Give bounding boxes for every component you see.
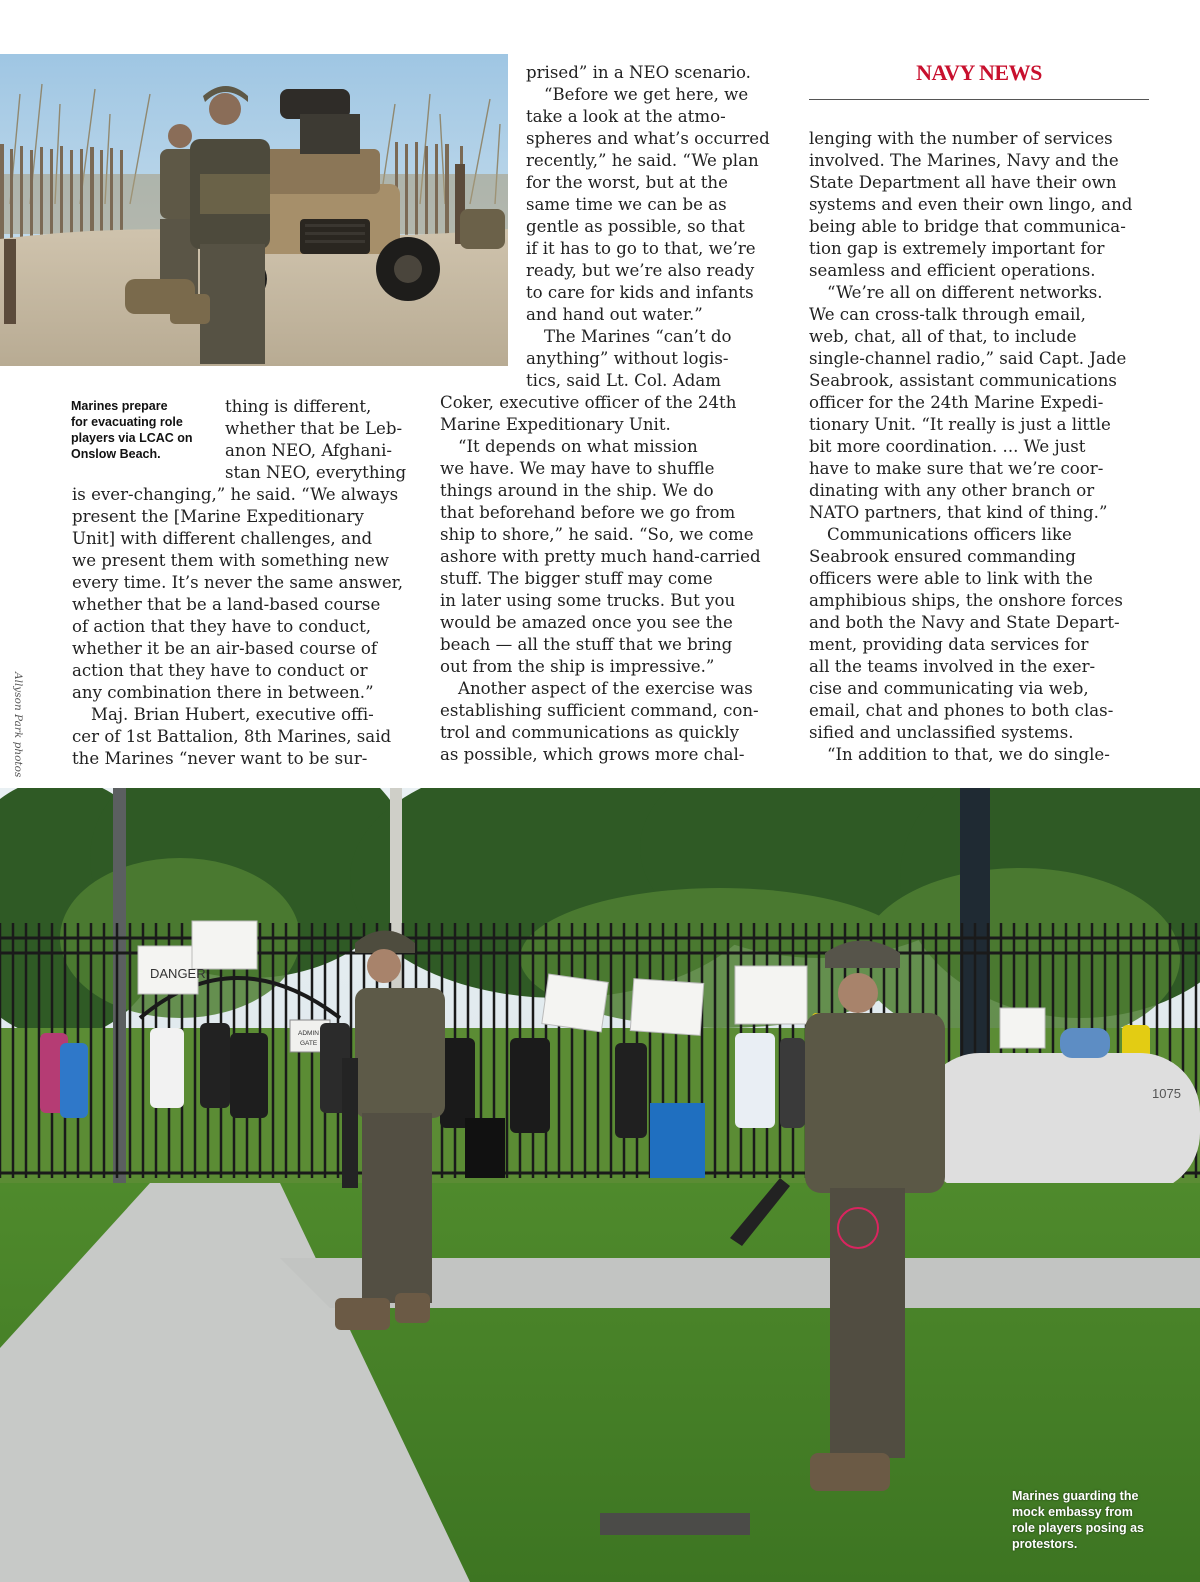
col2-text-line: that beforehand before we go from — [440, 503, 736, 522]
col2-text-line: gentle as possible, so that — [526, 217, 745, 236]
col3-text-line: officers were able to link with the — [809, 569, 1093, 588]
col1-text-line: whether that be a land-based course — [72, 595, 381, 614]
col3-text-line: Communications officers like — [827, 525, 1072, 544]
col2-text-line: Another aspect of the exercise was — [458, 679, 753, 698]
caption-line: Marines prepare — [71, 399, 168, 413]
col2-text-line: “Before we get here, we — [544, 85, 749, 104]
col3-text-line: email, chat and phones to both clas- — [809, 701, 1114, 720]
col1-text-line: we present them with something new — [72, 551, 389, 570]
col3-text-line: amphibious ships, the onshore forces — [809, 591, 1123, 610]
col3-text-line: involved. The Marines, Navy and the — [809, 151, 1119, 170]
col3-text-line: ment, providing data services for — [809, 635, 1089, 654]
col1-text-line: Unit] with different challenges, and — [72, 529, 373, 548]
embassy-photo — [0, 788, 1200, 1582]
sign-admin-line1: ADMIN — [298, 1030, 319, 1037]
col2-text-line: take a look at the atmo- — [526, 107, 726, 126]
col2-text-line: as possible, which grows more chal- — [440, 745, 745, 764]
col3-text-line: dinating with any other branch or — [809, 481, 1095, 500]
col1-text-line: stan NEO, everything — [225, 463, 407, 482]
masthead: NAVY NEWS — [916, 60, 1042, 85]
col2-text-line: ready, but we’re also ready — [526, 261, 755, 280]
col1-text-line: whether it be an air-based course of — [72, 639, 378, 658]
caption-line: for evacuating role — [71, 415, 183, 429]
col2-text-line: ship to shore,” he said. “So, we come — [440, 525, 754, 544]
col1-text-line: any combination there in between.” — [72, 683, 374, 702]
tank-number: 1075 — [1152, 1086, 1181, 1101]
col3-text-line: lenging with the number of services — [809, 129, 1113, 148]
col2-text-line: to care for kids and infants — [526, 283, 754, 302]
col2-text-line: for the worst, but at the — [526, 173, 728, 192]
col2-text-line: Coker, executive officer of the 24th — [440, 393, 737, 412]
sign-danger: DANGER — [150, 966, 206, 981]
col2-text-line: out from the ship is impressive.” — [440, 657, 715, 676]
col1-text-line: every time. It’s never the same answer, — [72, 573, 404, 592]
beach-photo-caption — [71, 398, 193, 462]
col2-text-line: ashore with pretty much hand-carried — [440, 547, 761, 566]
caption-line: role players posing as — [1012, 1521, 1144, 1535]
col3-text-line: systems and even their own lingo, and — [809, 195, 1133, 214]
col3-text-line: “We’re all on different networks. — [827, 283, 1103, 302]
col3-text-line: and both the Navy and State Depart- — [809, 613, 1120, 632]
col1-text-line: the Marines “never want to be sur- — [72, 749, 368, 768]
col2-text-line: tics, said Lt. Col. Adam — [526, 371, 721, 390]
embassy-photo-caption — [1012, 1488, 1144, 1552]
col1-text-line: Maj. Brian Hubert, executive offi- — [91, 705, 374, 724]
col1-text-line: whether that be Leb- — [225, 419, 403, 438]
col3-text-line: tionary Unit. “It really is just a little — [809, 415, 1111, 434]
col2-text-line: anything” without logis- — [526, 349, 729, 368]
col3-text-line: web, chat, all of that, to include — [809, 327, 1077, 346]
caption-line: mock embassy from — [1012, 1505, 1133, 1519]
col2-text-line: we have. We may have to shuffle — [440, 459, 715, 478]
col3-text-line: NATO partners, that kind of thing.” — [809, 503, 1108, 522]
col2-text-line: in later using some trucks. But you — [440, 591, 736, 610]
caption-line: Marines guarding the — [1012, 1489, 1139, 1503]
col1-text-line: thing is different, — [225, 397, 372, 416]
col1-text-line: cer of 1st Battalion, 8th Marines, said — [72, 727, 392, 746]
col1-text-line: of action that they have to conduct, — [72, 617, 372, 636]
col3-text-line: tion gap is extremely important for — [809, 239, 1105, 258]
col3-text-line: State Department all have their own — [809, 173, 1117, 192]
beach-photo — [0, 54, 508, 366]
col2-text-line: The Marines “can’t do — [544, 327, 732, 346]
col2-text-line: would be amazed once you see the — [440, 613, 733, 632]
sign-admin-line2: GATE — [300, 1040, 318, 1047]
col1-text-line: is ever-changing,” he said. “We always — [72, 485, 399, 504]
col2-text-line: “It depends on what mission — [458, 437, 698, 456]
col2-text-line: if it has to go to that, we’re — [526, 239, 756, 258]
col3-text-line: bit more coordination. ... We just — [809, 437, 1086, 456]
caption-line: protestors. — [1012, 1537, 1078, 1551]
col2-text-line: prised” in a NEO scenario. — [526, 63, 751, 82]
col2-text-line: trol and communications as quickly — [440, 723, 740, 742]
col3-text-line: sified and unclassified systems. — [809, 723, 1074, 742]
col3-text-line: Seabrook, assistant communications — [809, 371, 1117, 390]
col3-text-line: seamless and efficient operations. — [809, 261, 1096, 280]
col3-text-line: officer for the 24th Marine Expedi- — [809, 393, 1104, 412]
photo-credit: Allyson Park photos — [12, 672, 24, 778]
col2-text-line: spheres and what’s occurred — [526, 129, 770, 148]
masthead-rule — [809, 99, 1149, 100]
col3-text-line: “In addition to that, we do single- — [827, 745, 1110, 764]
col1-text-line: action that they have to conduct or — [72, 661, 368, 680]
caption-line: Onslow Beach. — [71, 447, 161, 461]
col3-text-line: being able to bridge that communica- — [809, 217, 1126, 236]
col2-text-line: recently,” he said. “We plan — [526, 151, 759, 170]
col3-text-line: all the teams involved in the exer- — [809, 657, 1096, 676]
col3-text-line: We can cross-talk through email, — [809, 305, 1086, 324]
col2-text-line: stuff. The bigger stuff may come — [440, 569, 713, 588]
col3-text-line: cise and communicating via web, — [809, 679, 1089, 698]
col2-text-line: beach — all the stuff that we bring — [440, 635, 733, 654]
col2-text-line: same time we can be as — [526, 195, 727, 214]
col1-text-line: present the [Marine Expeditionary — [72, 507, 364, 526]
col3-text-line: Seabrook ensured commanding — [809, 547, 1076, 566]
col2-text-line: things around in the ship. We do — [440, 481, 714, 500]
col2-text-line: and hand out water.” — [526, 305, 703, 324]
col3-text-line: single-channel radio,” said Capt. Jade — [809, 349, 1127, 368]
col2-text-line: establishing sufficient command, con- — [440, 701, 759, 720]
caption-line: players via LCAC on — [71, 431, 193, 445]
col3-text-line: have to make sure that we’re coor- — [809, 459, 1104, 478]
col1-text-line: anon NEO, Afghani- — [225, 441, 392, 460]
col2-text-line: Marine Expeditionary Unit. — [440, 415, 671, 434]
